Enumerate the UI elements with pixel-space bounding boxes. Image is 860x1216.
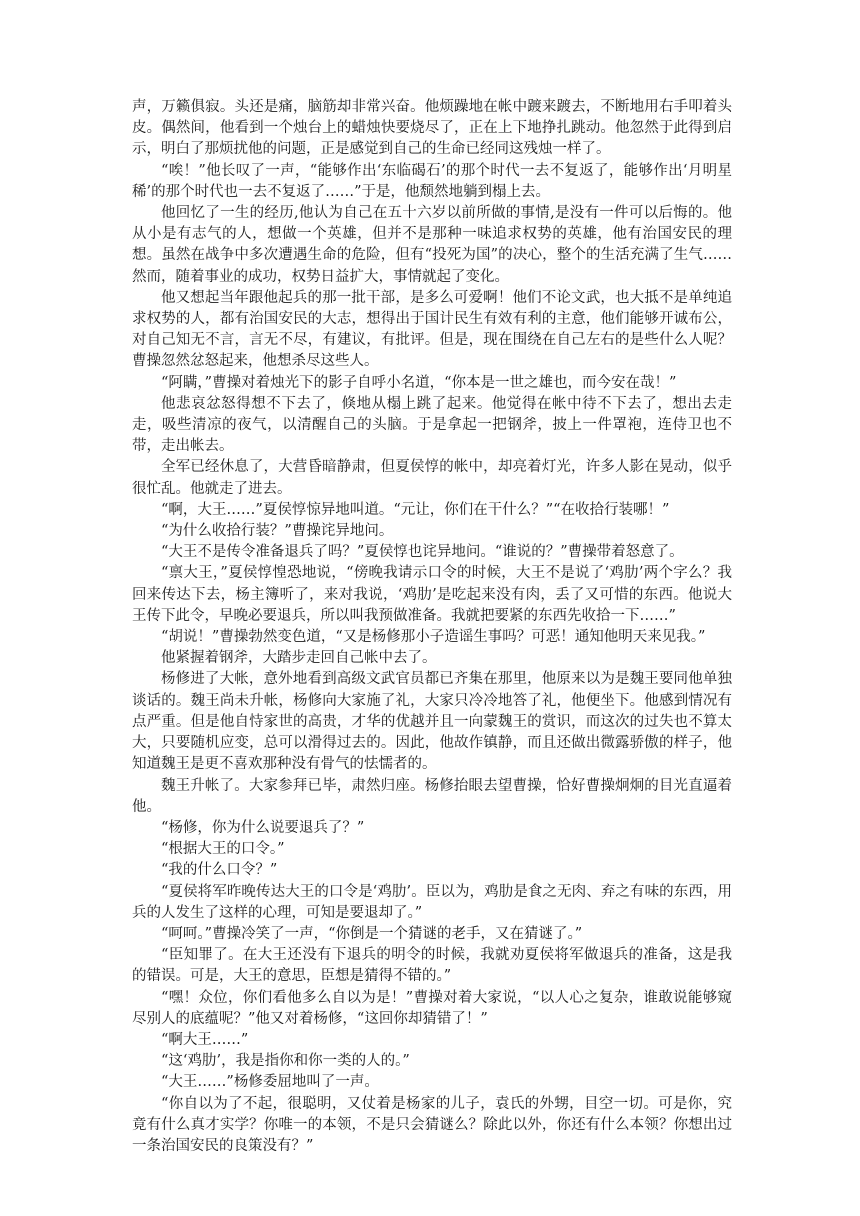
paragraph: “嘿！众位，你们看他多么自以为是！”曹操对着大家说，“以人心之复杂，谁敢说能够窥尽别人的底蕴呢？”他又对着杨修，“这回你却猜错了！” bbox=[132, 989, 732, 1027]
paragraph: “啊大王……” bbox=[161, 1031, 249, 1048]
paragraph: “禀大王，”夏侯惇惶恐地说，“傍晚我请示口令的时候，大王不是说了‘鸡肋’两个字么？我回来传达下去，杨主簿听了，来对我说，‘鸡肋’是吃起来没有肉，丢了又可惜的东西。他说大王传下此令，早晚必要退兵，所以叫我预做准备。我就把要紧的东西先收拾一下……” bbox=[132, 565, 732, 624]
paragraph: “根据大王的口令。” bbox=[161, 841, 285, 858]
body-text bbox=[132, 97, 732, 1157]
paragraph: 全军已经休息了，大营昏暗静肃，但夏侯惇的帐中，却亮着灯光，许多人影在晃动，似乎很忙乱。他就走了进去。 bbox=[132, 459, 732, 497]
paragraph: “这‘鸡肋’，我是指你和你一类的人的。” bbox=[161, 1053, 410, 1070]
paragraph: “呵呵。”曹操冷笑了一声，“你倒是一个猜谜的老手，又在猜谜了。” bbox=[161, 925, 583, 942]
paragraph: “大王……”杨修委屈地叫了一声。 bbox=[161, 1074, 379, 1091]
paragraph: “夏侯将军昨晚传达大王的口令是‘鸡肋’。臣以为，鸡肋是食之无肉、弃之有味的东西，用兵的人发生了这样的心理，可知是要退却了。” bbox=[132, 883, 732, 921]
paragraph: 声，万籁俱寂。头还是痛，脑筋却非常兴奋。他烦躁地在帐中踱来踱去，不断地用右手叩着头皮。偶然间，他看到一个烛台上的蜡烛快要烧尽了，正在上下地挣扎跳动。他忽然于此得到启示，明白了那烦扰他的问题，正是感觉到自己的生命已经同这残烛一样了。 bbox=[132, 99, 732, 158]
paragraph: 魏王升帐了。大家参拜已毕，肃然归座。杨修抬眼去望曹操，恰好曹操炯炯的目光直逼着他。 bbox=[132, 777, 732, 815]
paragraph: “你自以为了不起，很聪明，又仗着是杨家的儿子，袁氏的外甥，目空一切。可是你，究竟有什么真才实学？你唯一的本领，不是只会猜谜么？除此以外，你还有什么本领？你想出过一条治国安民的良策没有？” bbox=[132, 1095, 732, 1154]
paragraph: “我的什么口令？” bbox=[161, 862, 278, 879]
paragraph: 他悲哀忿怒得想不下去了，倏地从榻上跳了起来。他觉得在帐中待不下去了，想出去走走，吸些清凉的夜气，以清醒自己的头脑。于是拿起一把钢斧，披上一件罩袍，连侍卫也不带，走出帐去。 bbox=[132, 395, 732, 455]
paragraph: 他紧握着钢斧，大踏步走回自己帐中去了。 bbox=[161, 650, 437, 667]
paragraph: “胡说！”曹操勃然变色道，“又是杨修那小子造谣生事吗？可恶！通知他明天来见我。” bbox=[161, 629, 706, 646]
paragraph: 杨修进了大帐，意外地看到高级文武官员都已齐集在那里，他原来以为是魏王要同他单独谈话的。魏王尚未升帐，杨修向大家施了礼，大家只冷冷地答了礼，他便坐下。他感到情况有点严重。但是他自恃家世的高贵，才华的优越并且一向蒙魏王的赏识，而这次的过失也不算太大，只要随机应变，总可以滑得过去的。因此，他故作镇静，而且还做出微露骄傲的样子，他知道魏王是更不喜欢那种没有骨气的怯懦者的。 bbox=[132, 671, 732, 773]
paragraph: “大王不是传令准备退兵了吗？”夏侯惇也诧异地问。“谁说的？”曹操带着怒意了。 bbox=[161, 544, 684, 561]
paragraph: 他又想起当年跟他起兵的那一批干部，是多么可爱啊！他们不论文武，也大抵不是单纯追求权势的人，都有治国安民的大志，想得出于国计民生有效有利的主意，他们能够开诚布公，对自己知无不言，言无不尽，有建议，有批评。但是，现在围绕在自己左右的是些什么人呢？曹操忽然忿怒起来，他想杀尽这些人。 bbox=[132, 289, 732, 370]
paragraph: “阿瞒，”曹操对着烛光下的影子自呼小名道，“你本是一世之雄也，而今安在哉！” bbox=[161, 374, 677, 391]
paragraph: “唉！”他长叹了一声，“能够作出‘东临碣石’的那个时代一去不复返了，能够作出‘月明星稀’的那个时代也一去不复返了……”于是，他颓然地躺到榻上去。 bbox=[132, 162, 732, 200]
paragraph: “臣知罪了。在大王还没有下退兵的明令的时候，我就劝夏侯将军做退兵的准备，这是我的错误。可是，大王的意思，臣想是猜得不错的。” bbox=[132, 947, 732, 985]
paragraph: “杨修，你为什么说要退兵了？” bbox=[161, 819, 365, 836]
paragraph: “啊，大王……”夏侯惇惊异地叫道。“元让，你们在干什么？”“在收拾行装哪！” bbox=[161, 501, 670, 518]
paragraph: 他回忆了一生的经历,他认为自己在五十六岁以前所做的事情,是没有一件可以后悔的。他从小是有志气的人，想做一个英雄，但并不是那种一味追求权势的英雄，他有治国安民的理想。虽然在战争中多次遭遇生命的危险，但有“投死为国”的决心，整个的生活充满了生气……然而，随着事业的成功，权势日益扩大，事情就起了变化。 bbox=[132, 205, 732, 285]
paragraph: “为什么收拾行装？”曹操诧异地问。 bbox=[161, 523, 394, 540]
